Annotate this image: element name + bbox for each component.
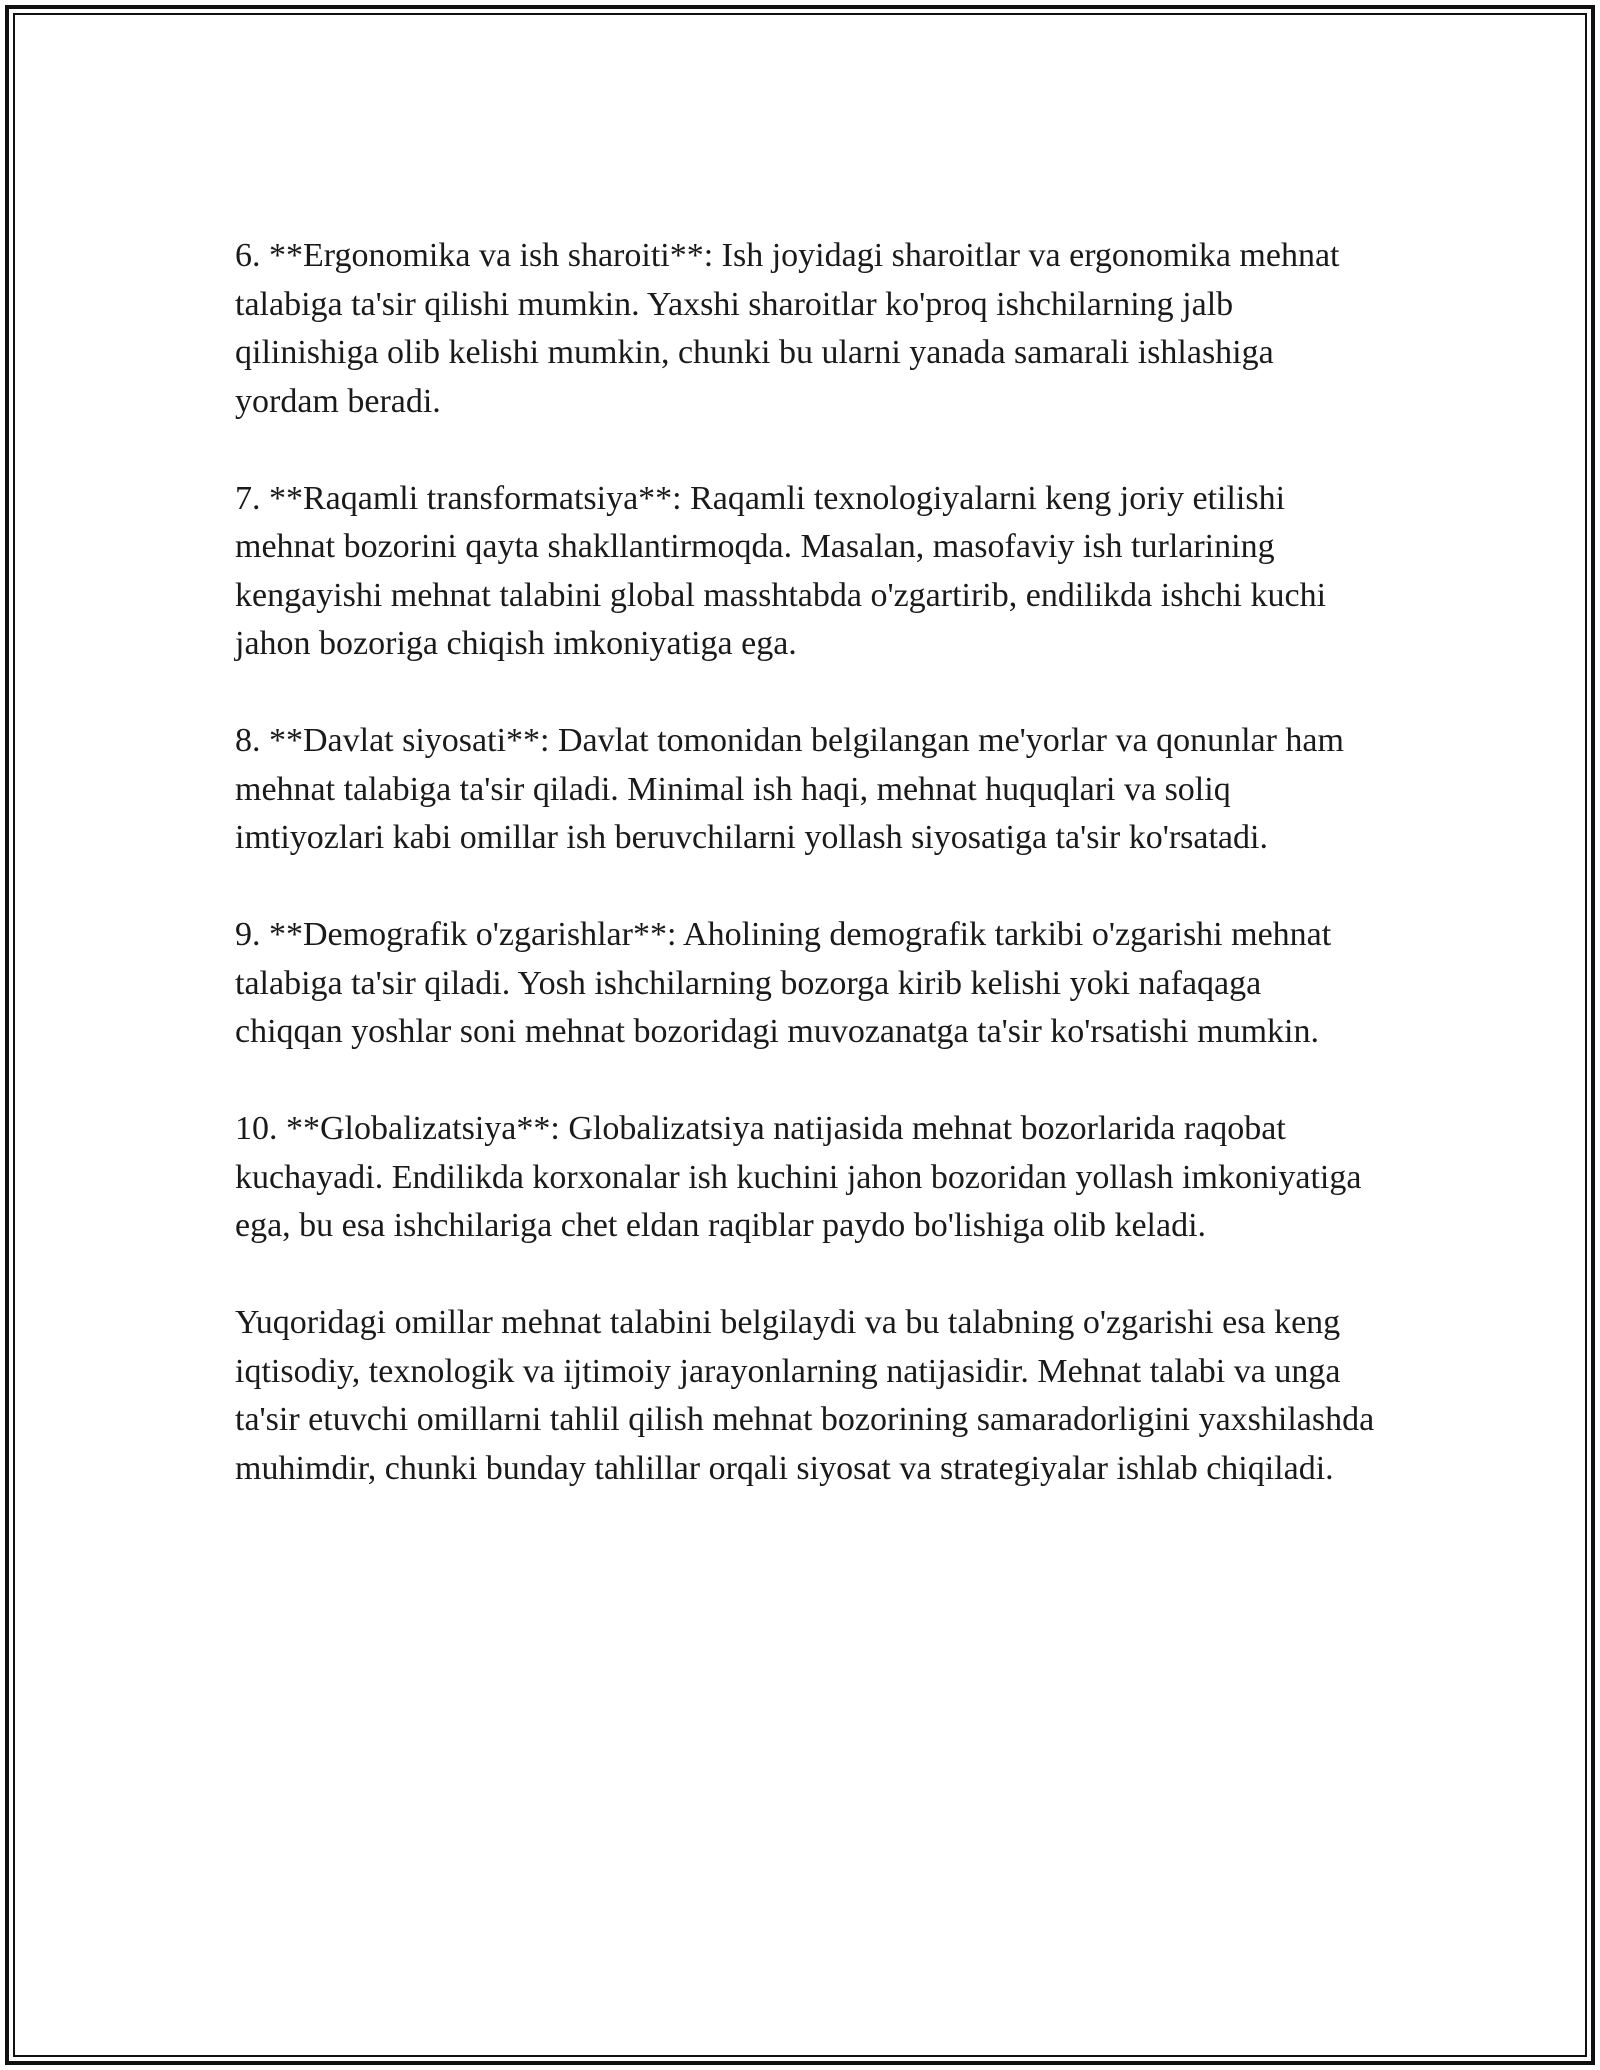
paragraph-state-policy: 8. **Davlat siyosati**: Davlat tomonidan belgilangan me'yorlar va qonunlar ham mehnat talabiga ta'sir qiladi. Minimal ish haqi, mehnat huquqlari va soliq imtiyozlari kabi omillar ish beruvchilarni yollash siyosatiga ta'sir ko'rsatadi. [235,722,1344,856]
paragraph-conclusion: Yuqoridagi omillar mehnat talabini belgilaydi va bu talabning o'zgarishi esa keng iqtisodiy, texnologik va ijtimoiy jarayonlarning natijasidir. Mehnat talabi va unga ta'sir etuvchi omillarni tahlil qilish mehnat bozorining samaradorligini yaxshilashda muhimdir, chunki bunday tahlillar orqali siyosat va strategiyalar ishlab chiqiladi. [235,1304,1375,1487]
paragraph-digital-transformation: 7. **Raqamli transformatsiya**: Raqamli texnologiyalarni keng joriy etilishi mehnat bozorini qayta shakllantirmoqda. Masalan, masofaviy ish turlarining kengayishi mehnat talabini global masshtabda o'zgartirib, endilikda ishchi kuchi jahon bozoriga chiqish imkoniyatiga ega. [235,479,1327,662]
paragraph-demographic-changes: 9. **Demografik o'zgarishlar**: Aholining demografik tarkibi o'zgarishi mehnat talabiga ta'sir qiladi. Yosh ishchilarning bozorga kirib kelishi yoki nafaqaga chiqqan yoshlar soni mehnat bozoridagi muvozanatga ta'sir ko'rsatishi mumkin. [235,916,1332,1050]
document-body [235,232,1375,1542]
paragraph-ergonomics: 6. **Ergonomika va ish sharoiti**: Ish joyidagi sharoitlar va ergonomika mehnat talabiga ta'sir qilishi mumkin. Yaxshi sharoitlar ko'proq ishchilarning jalb qilinishiga olib kelishi mumkin, chunki bu ularni yanada samarali ishlashiga yordam beradi. [235,237,1340,420]
paragraph-globalization: 10. **Globalizatsiya**: Globalizatsiya natijasida mehnat bozorlarida raqobat kuchayadi. Endilikda korxonalar ish kuchini jahon bozoridan yollash imkoniyatiga ega, bu esa ishchilariga chet eldan raqiblar paydo bo'lishiga olib keladi. [235,1110,1362,1244]
